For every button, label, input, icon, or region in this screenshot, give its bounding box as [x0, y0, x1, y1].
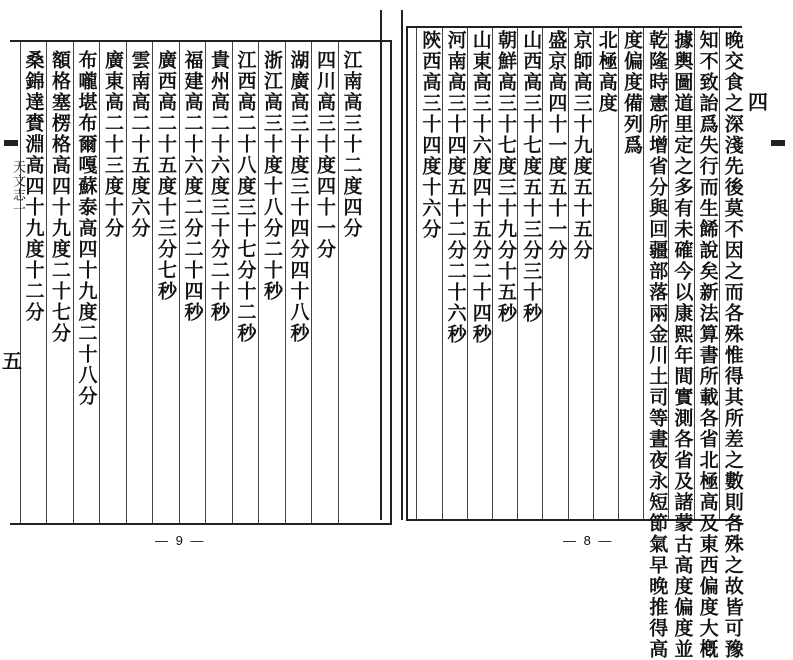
column-rule	[126, 42, 127, 523]
chapter-label: 天文志一	[10, 160, 25, 216]
right-page-frame	[406, 26, 744, 660]
text-column: 山東高三十六度四十五分二十四秒	[469, 30, 492, 345]
column-rule	[99, 42, 100, 523]
text-column: 貴州高二十六度三十分二十秒	[208, 50, 230, 323]
page-number-right: — 8 —	[563, 533, 614, 548]
fold-mark	[771, 140, 785, 146]
column-rule	[232, 42, 233, 523]
column-rule	[205, 42, 206, 523]
column-rule	[179, 42, 180, 523]
text-column: 知不致詒爲失行而生餙說矣新法算書所載各省北極高及東西偏度大槪	[696, 30, 719, 660]
text-column: 陝西高三十四度十六分	[419, 30, 442, 240]
column-rule	[46, 42, 47, 523]
left-page	[0, 0, 392, 558]
text-column: 晚交食之深淺先後莫不因之而各殊惟得其所差之數則各殊之故皆可豫	[721, 30, 744, 660]
text-column: 湖廣高三十度三十四分四十八秒	[287, 50, 310, 344]
text-column: 朝鮮高三十七度三十九分十五秒	[495, 30, 517, 324]
column-rule	[416, 28, 417, 519]
text-column: 廣西高二十五度十三分七秒	[155, 50, 177, 302]
page-number-left: — 9 —	[155, 533, 206, 548]
text-column: 度偏度備列爲	[621, 30, 643, 156]
text-column: 河南高三十四度五十二分二十六秒	[444, 30, 467, 345]
text-column: 四川高三十度四十一分	[314, 50, 336, 260]
text-column: 額格塞楞格高四十九度二十七分	[49, 50, 71, 344]
text-column: 江南高三十二度四分	[340, 50, 363, 239]
right-page	[398, 0, 793, 660]
gutter-line-left	[380, 10, 382, 520]
column-rule	[73, 42, 74, 523]
text-column: 盛京高四十一度五十一分	[545, 30, 568, 261]
left-page-frame	[10, 40, 392, 525]
column-rule	[152, 42, 153, 523]
text-column: 福建高二十六度二分二十四秒	[181, 50, 204, 323]
text-column: 布嚨堪布爾嘎蘇泰高四十九度二十八分	[75, 50, 98, 407]
column-rule	[258, 42, 259, 523]
fold-mark	[4, 140, 18, 146]
text-column: 雲南高二十五度六分	[128, 50, 151, 239]
text-column: 據輿圖道里定之多有未確今以康熙年間實測各省及諸蒙古高度偏度並	[671, 30, 694, 660]
side-page-number: 五	[2, 349, 22, 373]
column-rule	[338, 42, 339, 523]
column-rule	[20, 42, 21, 523]
text-column: 廣東高二十三度十分	[102, 50, 124, 239]
text-column: 北極高度	[595, 30, 618, 114]
text-column: 浙江高三十度十八分二十秒	[261, 50, 283, 302]
column-rule	[285, 42, 286, 523]
text-column: 江西高二十八度三十七分十二秒	[234, 50, 257, 344]
text-column: 桑錦達賚淵高四十九度十二分	[22, 50, 45, 323]
text-column: 山西高三十七度五十三分三十秒	[520, 30, 543, 324]
column-rule	[311, 42, 312, 523]
text-column: 京師高三十九度五十五分	[570, 30, 593, 261]
side-page-number: 四	[748, 90, 768, 114]
text-column: 乾隆時憲所增省分與回疆部落兩金川土司等晝夜永短節氣早晚推得高	[646, 30, 669, 660]
